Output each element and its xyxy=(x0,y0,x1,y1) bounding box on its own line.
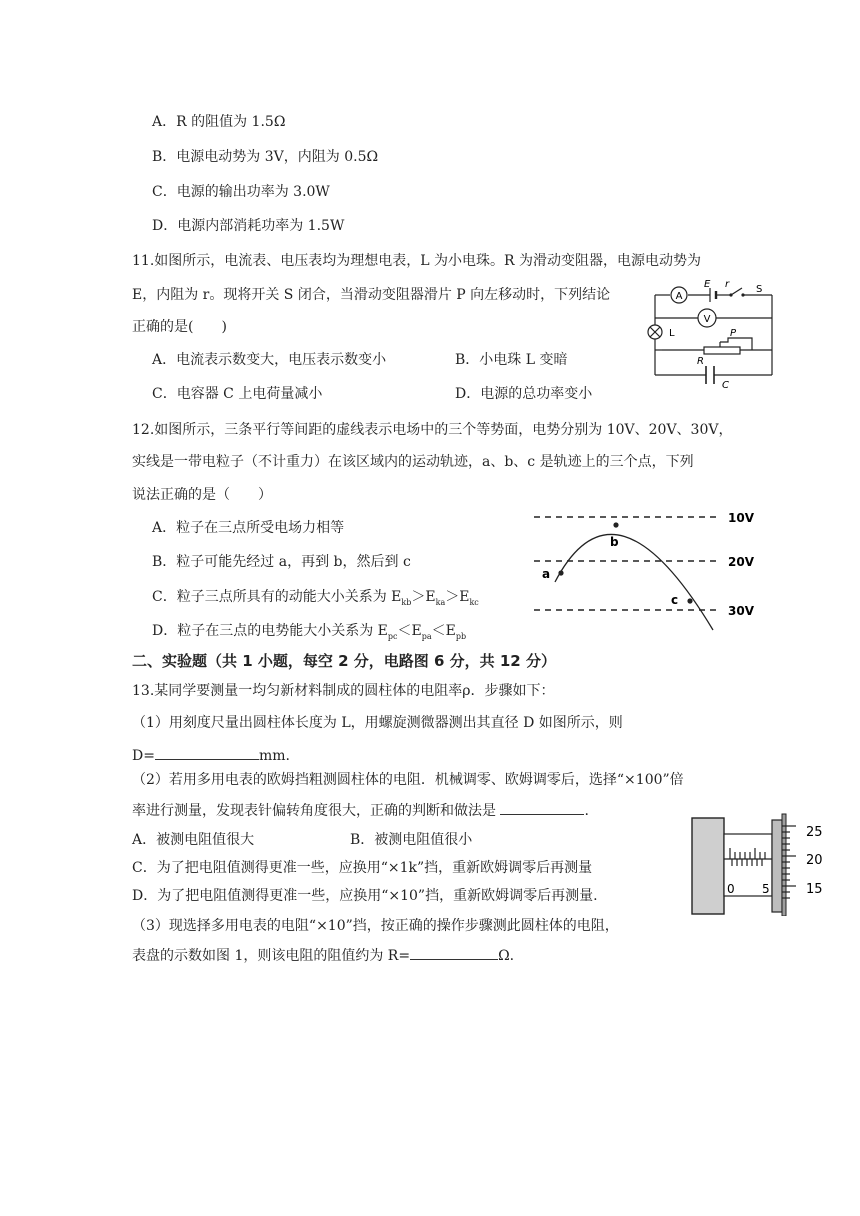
svg-text:V: V xyxy=(703,314,711,325)
q12-option-d: D．粒子在三点的电势能大小关系为 $E_{pc}<E_{pa}<E_{pb}$ xyxy=(152,623,467,641)
section-title: 二、实验题（共 1 小题，每空 2 分，电路图 6 分，共 12 分） xyxy=(132,652,556,670)
q11-option-b: B．小电珠 L 变暗 xyxy=(455,352,568,368)
q13-part1: （1）用刻度尺量出圆柱体长度为 L，用螺旋测微器测出其直径 D 如图所示，则 xyxy=(132,715,623,731)
q10-option-b: B．电源电动势为 3V，内阻为 0.5Ω xyxy=(152,149,379,165)
point-b-label: b xyxy=(610,535,619,549)
q13-part3-line2: 表盘的示数如图 1，则该电阻的阻值约为 R= Ω. xyxy=(132,945,514,966)
q12-option-c: C．粒子三点所具有的动能大小关系为 $E_{kb}>E_{ka}>E_{kc}$ xyxy=(152,589,479,607)
thimble-15-label: 15 xyxy=(806,882,823,897)
point-c-label: c xyxy=(671,593,679,607)
q13-part3-line1: （3）现选择多用电表的电阻“×10”挡，按正确的操作步骤测此圆柱体的电阻， xyxy=(132,918,619,934)
thimble-25-label: 25 xyxy=(806,825,823,840)
q13-part1-answer: D= mm. xyxy=(132,745,290,766)
potential-10v-label: 10V xyxy=(728,511,754,525)
sleeve-0-label: 0 xyxy=(727,882,735,896)
q10-option-c: C．电源的输出功率为 3.0W xyxy=(152,184,330,200)
rheostat-label: R xyxy=(697,356,704,367)
bulb-icon xyxy=(648,325,675,339)
micrometer-diagram xyxy=(690,812,832,916)
potential-20v-label: 20V xyxy=(728,555,754,569)
q12-option-a: A．粒子在三点所受电场力相等 xyxy=(152,520,345,536)
q13-part2-line2: 率进行测量，发现表针偏转角度很大，正确的判断和做法是 . xyxy=(132,800,589,821)
battery-icon xyxy=(704,279,730,302)
q11-option-a: A．电流表示数变大，电压表示数变小 xyxy=(152,352,387,368)
thimble-20-label: 20 xyxy=(806,853,823,868)
circuit-diagram xyxy=(640,278,780,394)
equipotential-diagram xyxy=(530,505,770,635)
q12-stem-line1: 12.如图所示，三条平行等间距的虚线表示电场中的三个等势面，电势分别为 10V、20V、30V， xyxy=(132,422,733,438)
q11-stem-line2: E，内阻为 r。现将开关 S 闭合，当滑动变阻器滑片 P 向左移动时，下列结论 xyxy=(132,287,611,303)
q12-stem-line3: 说法正确的是（ ） xyxy=(132,487,272,503)
q11-option-c: C．电容器 C 上电荷量减小 xyxy=(152,386,323,402)
q11-stem-line1: 11.如图所示，电流表、电压表均为理想电表，L 为小电珠。R 为滑动变阻器，电源电动势为 xyxy=(132,253,702,269)
sleeve-5-label: 5 xyxy=(762,882,770,896)
svg-text:A: A xyxy=(675,291,683,302)
capacitor-icon xyxy=(706,366,729,391)
q10-option-a: A．R 的阻值为 1.5Ω xyxy=(152,114,286,130)
q13-option-d: D．为了把电阻值测得更准一些，应换用“×10”挡，重新欧姆调零后再测量. xyxy=(132,888,598,904)
point-a-label: a xyxy=(542,567,551,581)
svg-text:E: E xyxy=(704,279,711,290)
ammeter-icon xyxy=(671,287,687,303)
q13-option-a: A．被测电阻值很大 xyxy=(132,832,255,848)
q12-stem-line2: 实线是一带电粒子（不计重力）在该区域内的运动轨迹，a、b、c 是轨迹上的三个点，下列 xyxy=(132,454,694,470)
svg-text:S: S xyxy=(756,284,763,295)
slider-label: P xyxy=(730,328,737,339)
judgement-blank[interactable] xyxy=(500,800,584,815)
q11-stem-line3: 正确的是( ) xyxy=(132,319,227,335)
diameter-blank[interactable] xyxy=(155,745,259,760)
q13-stem: 13.某同学要测量一均匀新材料制成的圆柱体的电阻率ρ．步骤如下： xyxy=(132,683,555,699)
resistance-blank[interactable] xyxy=(410,945,498,960)
trajectory-curve xyxy=(555,534,713,630)
svg-text:r: r xyxy=(725,279,730,290)
svg-text:L: L xyxy=(669,328,675,339)
q13-option-b: B．被测电阻值很小 xyxy=(350,832,473,848)
q12-option-b: B．粒子可能先经过 a，再到 b，然后到 c xyxy=(152,554,411,570)
potential-30v-label: 30V xyxy=(728,604,754,618)
q13-option-c: C．为了把电阻值测得更准一些，应换用“×1k”挡，重新欧姆调零后再测量 xyxy=(132,860,593,876)
svg-text:C: C xyxy=(722,380,729,391)
voltmeter-icon xyxy=(698,309,716,327)
q13-part2-line1: （2）若用多用电表的欧姆挡粗测圆柱体的电阻．机械调零、欧姆调零后，选择“×100”倍 xyxy=(132,772,684,788)
q10-option-d: D．电源内部消耗功率为 1.5W xyxy=(152,218,345,234)
q11-option-d: D．电源的总功率变小 xyxy=(455,386,593,402)
